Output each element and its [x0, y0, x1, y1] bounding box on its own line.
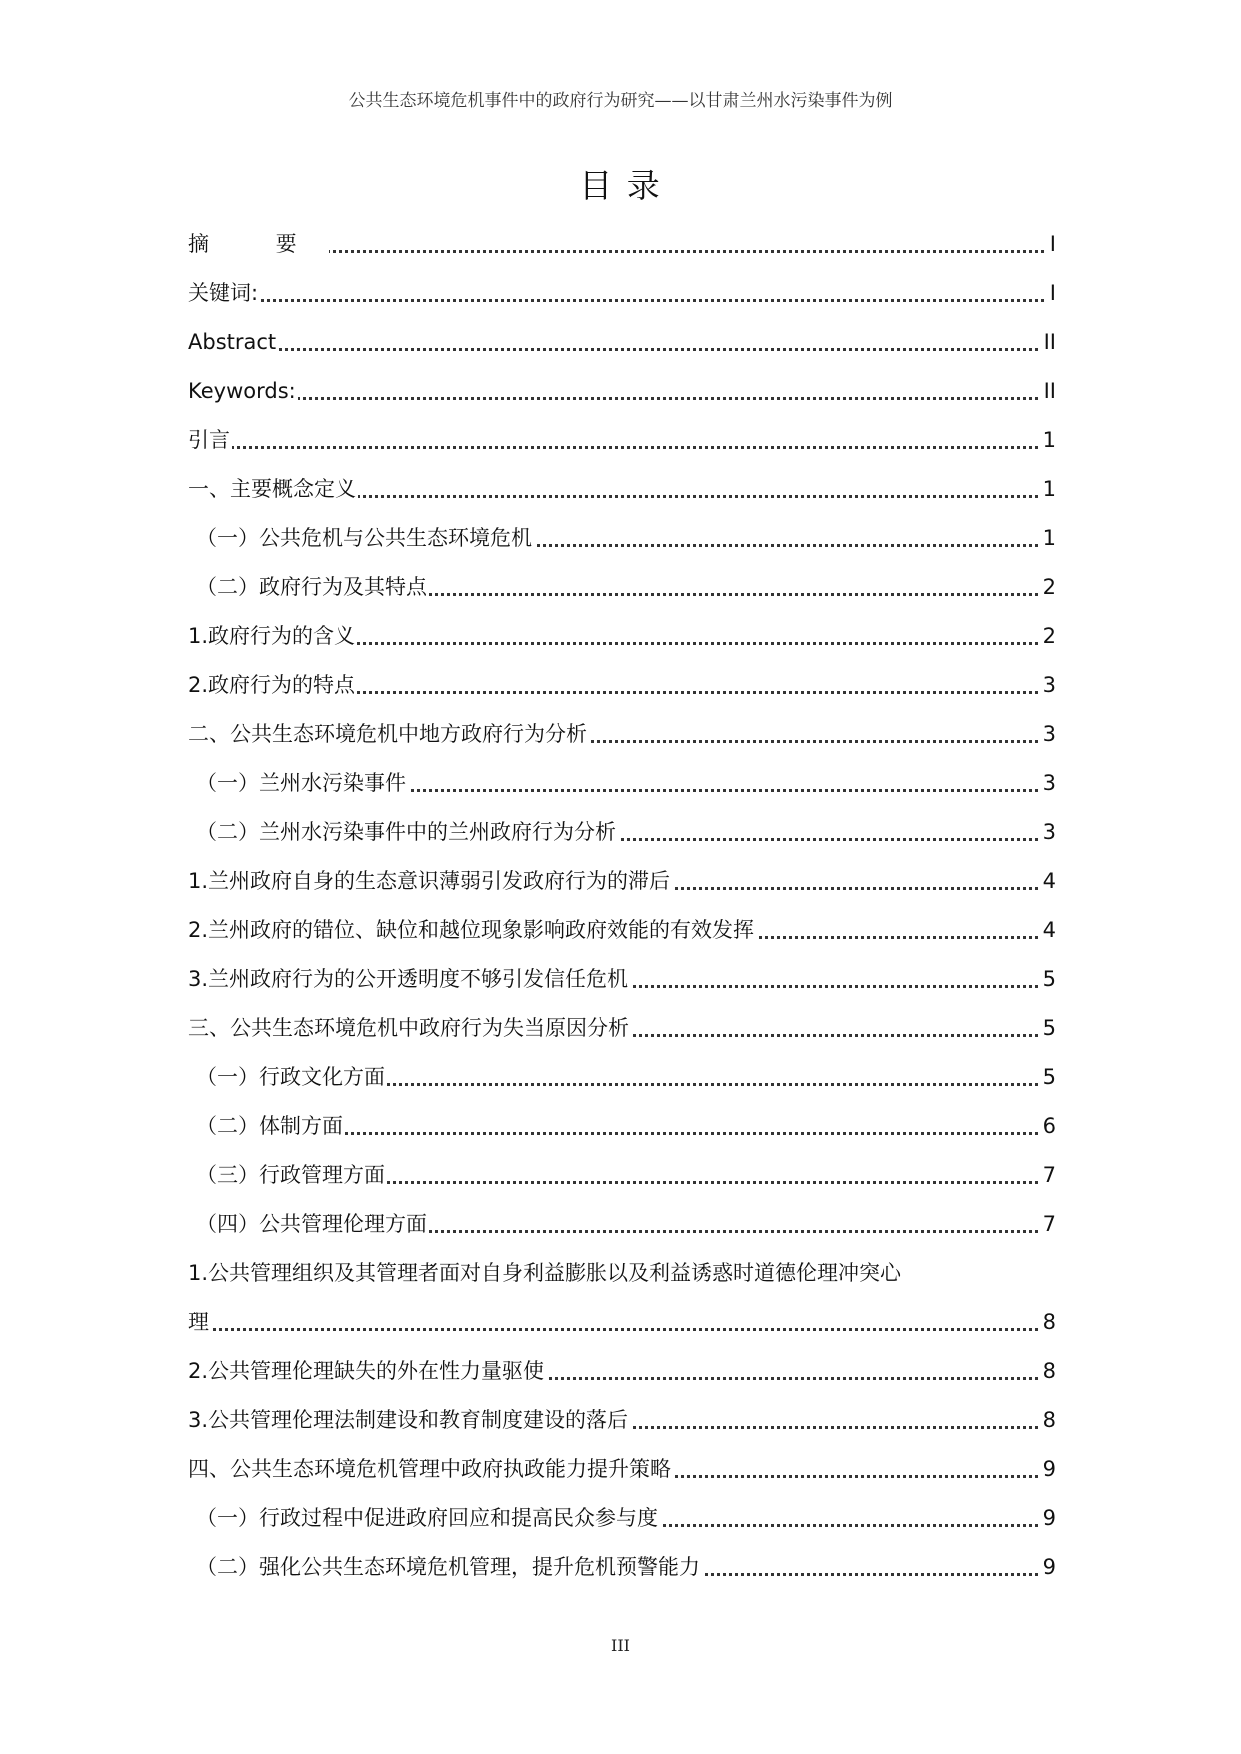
toc-entry-label: （二）兰州水污染事件中的兰州政府行为分析	[188, 820, 618, 844]
toc-entry-label: 2.公共管理伦理缺失的外在性力量驱使	[188, 1359, 545, 1383]
dot-leader	[188, 1328, 1056, 1331]
toc-entry-label: （一）行政文化方面	[188, 1065, 387, 1089]
toc-entry-page: 7	[1040, 1200, 1056, 1249]
toc-entry-page: 3	[1040, 661, 1056, 710]
toc-entry-page: 1	[1040, 514, 1056, 563]
toc-entry-label: 四、公共生态环境危机管理中政府执政能力提升策略	[188, 1457, 671, 1481]
toc-entry[interactable]	[188, 465, 1056, 514]
dot-leader	[188, 397, 1056, 400]
toc-entry-page: 3	[1040, 710, 1056, 759]
toc-entry[interactable]	[188, 1445, 1056, 1494]
toc-entry-page: 1	[1040, 416, 1056, 465]
toc-entry[interactable]	[188, 808, 1056, 857]
toc-entry-label: 三、公共生态环境危机中政府行为失当原因分析	[188, 1016, 629, 1040]
toc-entry[interactable]	[188, 955, 1056, 1004]
toc-entry-label: 2.政府行为的特点	[188, 673, 356, 697]
toc-entry-page: 3	[1040, 808, 1056, 857]
toc-entry[interactable]	[188, 1200, 1056, 1249]
toc-entry[interactable]	[188, 1298, 1056, 1347]
toc-entry-label: （一）兰州水污染事件	[188, 771, 408, 795]
toc-entry[interactable]	[188, 1347, 1056, 1396]
toc-entry-label: （二）政府行为及其特点	[188, 575, 429, 599]
toc-entry[interactable]	[188, 318, 1056, 367]
toc-entry[interactable]	[188, 1494, 1056, 1543]
toc-title: 目 录	[579, 166, 662, 205]
toc-entry-label: 关键词:	[188, 281, 259, 305]
toc-entry-page: 1	[1040, 465, 1056, 514]
toc-entry-page: 5	[1040, 955, 1056, 1004]
toc-entry-label: （二）体制方面	[188, 1114, 345, 1138]
toc-entry-page: 9	[1040, 1494, 1056, 1543]
toc-entry[interactable]	[188, 367, 1056, 416]
table-of-contents	[188, 220, 1056, 1592]
toc-entry[interactable]	[188, 220, 1056, 269]
toc-entry-page: 6	[1040, 1102, 1056, 1151]
toc-entry-page: 4	[1040, 906, 1056, 955]
toc-entry-page: 2	[1040, 612, 1056, 661]
toc-entry-label: Abstract	[188, 330, 277, 354]
toc-entry-page: 4	[1040, 857, 1056, 906]
toc-entry[interactable]	[188, 1004, 1056, 1053]
toc-entry-page: 7	[1040, 1151, 1056, 1200]
toc-entry[interactable]	[188, 906, 1056, 955]
toc-entry-page: I	[1047, 220, 1056, 269]
running-header: 公共生态环境危机事件中的政府行为研究——以甘肃兰州水污染事件为例	[348, 91, 893, 111]
toc-entry-line[interactable]	[188, 1249, 1056, 1298]
toc-entry-label: 理	[188, 1310, 209, 1334]
toc-entry-page: II	[1041, 367, 1056, 416]
toc-entry-page: 9	[1040, 1445, 1056, 1494]
toc-entry[interactable]	[188, 710, 1056, 759]
toc-entry-label: 一、主要概念定义	[188, 477, 356, 501]
toc-entry-label: 3.公共管理伦理法制建设和教育制度建设的落后	[188, 1408, 629, 1432]
toc-entry-page: 8	[1040, 1298, 1056, 1347]
toc-entry-page: 5	[1040, 1004, 1056, 1053]
toc-entry-page: 9	[1040, 1543, 1056, 1592]
toc-entry-page: 2	[1040, 563, 1056, 612]
toc-entry-label: 摘 要	[188, 232, 327, 256]
toc-entry[interactable]	[188, 1396, 1056, 1445]
toc-entry-label: （二）强化公共生态环境危机管理，提升危机预警能力	[188, 1555, 702, 1579]
toc-entry[interactable]	[188, 1053, 1056, 1102]
toc-entry-label: （三）行政管理方面	[188, 1163, 387, 1187]
toc-entry[interactable]	[188, 661, 1056, 710]
toc-entry-page: 8	[1040, 1347, 1056, 1396]
toc-entry-label: 1.兰州政府自身的生态意识薄弱引发政府行为的滞后	[188, 869, 671, 893]
toc-entry[interactable]	[188, 1543, 1056, 1592]
toc-entry-label: Keywords:	[188, 379, 296, 403]
toc-entry-label: （四）公共管理伦理方面	[188, 1212, 429, 1236]
dot-leader	[188, 446, 1056, 449]
toc-entry-label-line1: 1.公共管理组织及其管理者面对自身利益膨胀以及利益诱惑时道德伦理冲突心	[188, 1261, 902, 1285]
toc-entry-page: 3	[1040, 759, 1056, 808]
toc-entry[interactable]	[188, 416, 1056, 465]
toc-entry[interactable]	[188, 612, 1056, 661]
toc-entry[interactable]	[188, 1102, 1056, 1151]
toc-entry[interactable]	[188, 857, 1056, 906]
toc-entry-label: 二、公共生态环境危机中地方政府行为分析	[188, 722, 587, 746]
dot-leader	[188, 348, 1056, 351]
toc-entry-label: 2.兰州政府的错位、缺位和越位现象影响政府效能的有效发挥	[188, 918, 755, 942]
toc-entry-label: 引言	[188, 428, 230, 452]
toc-entry[interactable]	[188, 269, 1056, 318]
toc-entry-label: （一）公共危机与公共生态环境危机	[188, 526, 534, 550]
dot-leader	[188, 299, 1056, 302]
toc-entry-label: （一）行政过程中促进政府回应和提高民众参与度	[188, 1506, 660, 1530]
toc-entry[interactable]	[188, 1151, 1056, 1200]
toc-entry[interactable]	[188, 514, 1056, 563]
toc-entry-page: I	[1047, 269, 1056, 318]
toc-entry[interactable]	[188, 563, 1056, 612]
toc-entry[interactable]	[188, 759, 1056, 808]
page-number: III	[611, 1636, 630, 1655]
toc-entry-page: II	[1041, 318, 1056, 367]
toc-entry-label: 3.兰州政府行为的公开透明度不够引发信任危机	[188, 967, 629, 991]
toc-entry-page: 8	[1040, 1396, 1056, 1445]
toc-entry-label: 1.政府行为的含义	[188, 624, 356, 648]
toc-entry-page: 5	[1040, 1053, 1056, 1102]
